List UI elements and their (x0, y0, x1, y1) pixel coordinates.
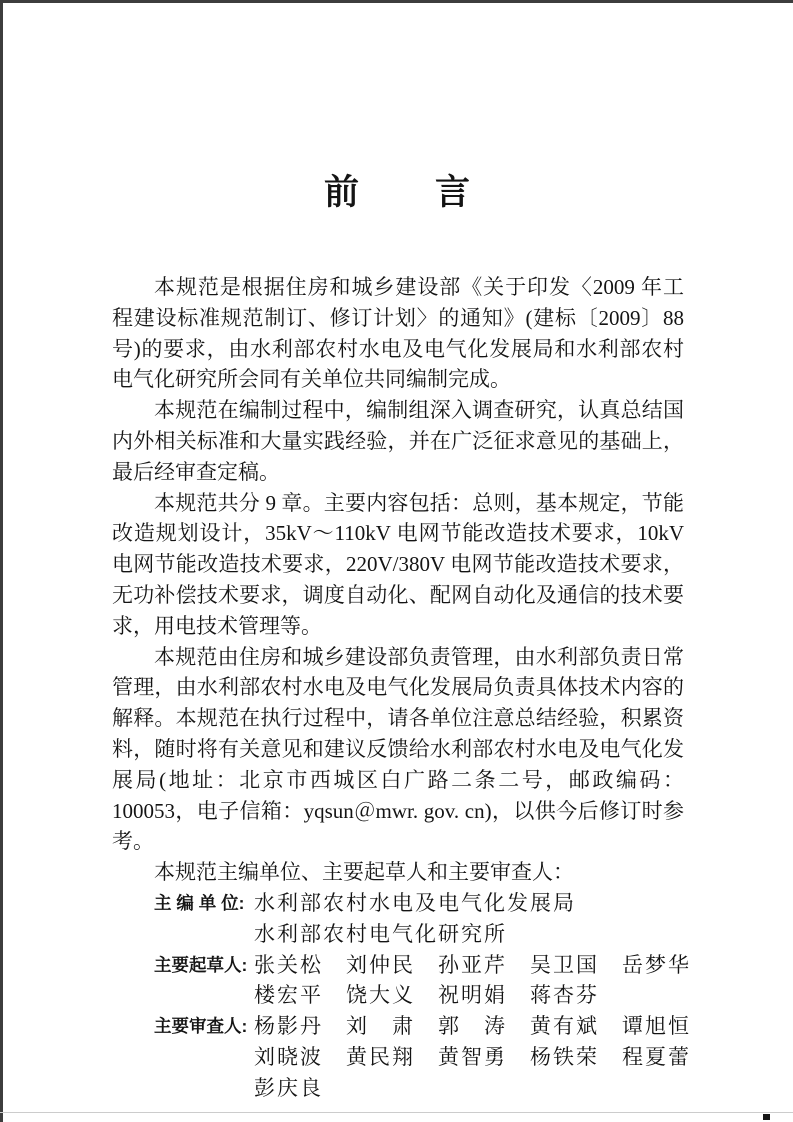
credit-line-unit-2: 水利部农村电气化研究所 (254, 921, 507, 946)
credit-line-drafters-1: 张关松 刘仲民 孙亚芹 吴卫国 岳梦华 (254, 952, 691, 977)
credits-section (112, 888, 691, 1104)
credit-line-reviewers-1: 杨影丹 刘 肃 郭 涛 黄有斌 谭旭恒 (254, 1014, 691, 1039)
page-border-bottom (0, 1112, 793, 1113)
credit-line-drafters-2: 楼宏平 饶大义 祝明娟 蒋杏芬 (254, 983, 599, 1008)
credit-label-main-drafters: 主要起草人: (154, 954, 248, 975)
credit-row-chief-editing-unit (112, 888, 684, 950)
page-border-left (0, 0, 3, 1122)
paragraph-basis: 本规范是根据住房和城乡建设部《关于印发〈2009 年工程建设标准规范制订、修订计划〉的通知》(建标〔2009〕88 号)的要求，由水利部农村水电及电气化发展局和水利部农村电气化研究所会同有关单位共同编制完成。 (112, 275, 684, 392)
page-content (112, 173, 691, 1104)
page-border-top (0, 0, 793, 3)
credit-content-main-reviewers (254, 1011, 691, 1103)
credit-row-main-drafters (112, 950, 691, 1012)
credit-content-main-drafters (254, 950, 691, 1012)
credit-content-chief-editing-unit (254, 888, 576, 950)
credit-line-unit-1: 水利部农村水电及电气化发展局 (254, 890, 576, 915)
scan-artifact-mark (763, 1114, 770, 1120)
credit-label-chief-editing-unit: 主 编 单 位: (154, 892, 245, 913)
paragraph-credits-intro: 本规范主编单位、主要起草人和主要审查人： (154, 860, 574, 885)
credit-line-reviewers-2: 刘晓波 黄民翔 黄智勇 杨铁荣 程夏蕾 (254, 1044, 691, 1069)
credit-line-reviewers-3: 彭庆良 (254, 1075, 323, 1100)
paragraph-management: 本规范由住房和城乡建设部负责管理，由水利部负责日常管理，由水利部农村水电及电气化发展局负责具体技术内容的解释。本规范在执行过程中，请各单位注意总结经验，积累资料，随时将有关意见和建议反馈给水利部农村水电及电气化发展局(地址：北京市西城区白广路二条二号，邮政编码：100053，电子信箱：yqsun＠mwr. gov. cn)，以供今后修订时参考。 (112, 644, 684, 854)
credit-label-main-reviewers: 主要审查人: (154, 1016, 248, 1037)
paragraph-contents: 本规范共分 9 章。主要内容包括：总则，基本规定，节能改造规划设计，35kV～110kV 电网节能改造技术要求，10kV 电网节能改造技术要求，220V/380V 电网节能改造技术要求，无功补偿技术要求，调度自动化、配网自动化及通信的技术要求，用电技术管理等。 (112, 490, 684, 638)
page-title: 前 言 (323, 173, 472, 212)
credit-row-main-reviewers (112, 1011, 691, 1103)
paragraph-process: 本规范在编制过程中，编制组深入调查研究，认真总结国内外相关标准和大量实践经验，并在广泛征求意见的基础上，最后经审查定稿。 (112, 398, 684, 484)
